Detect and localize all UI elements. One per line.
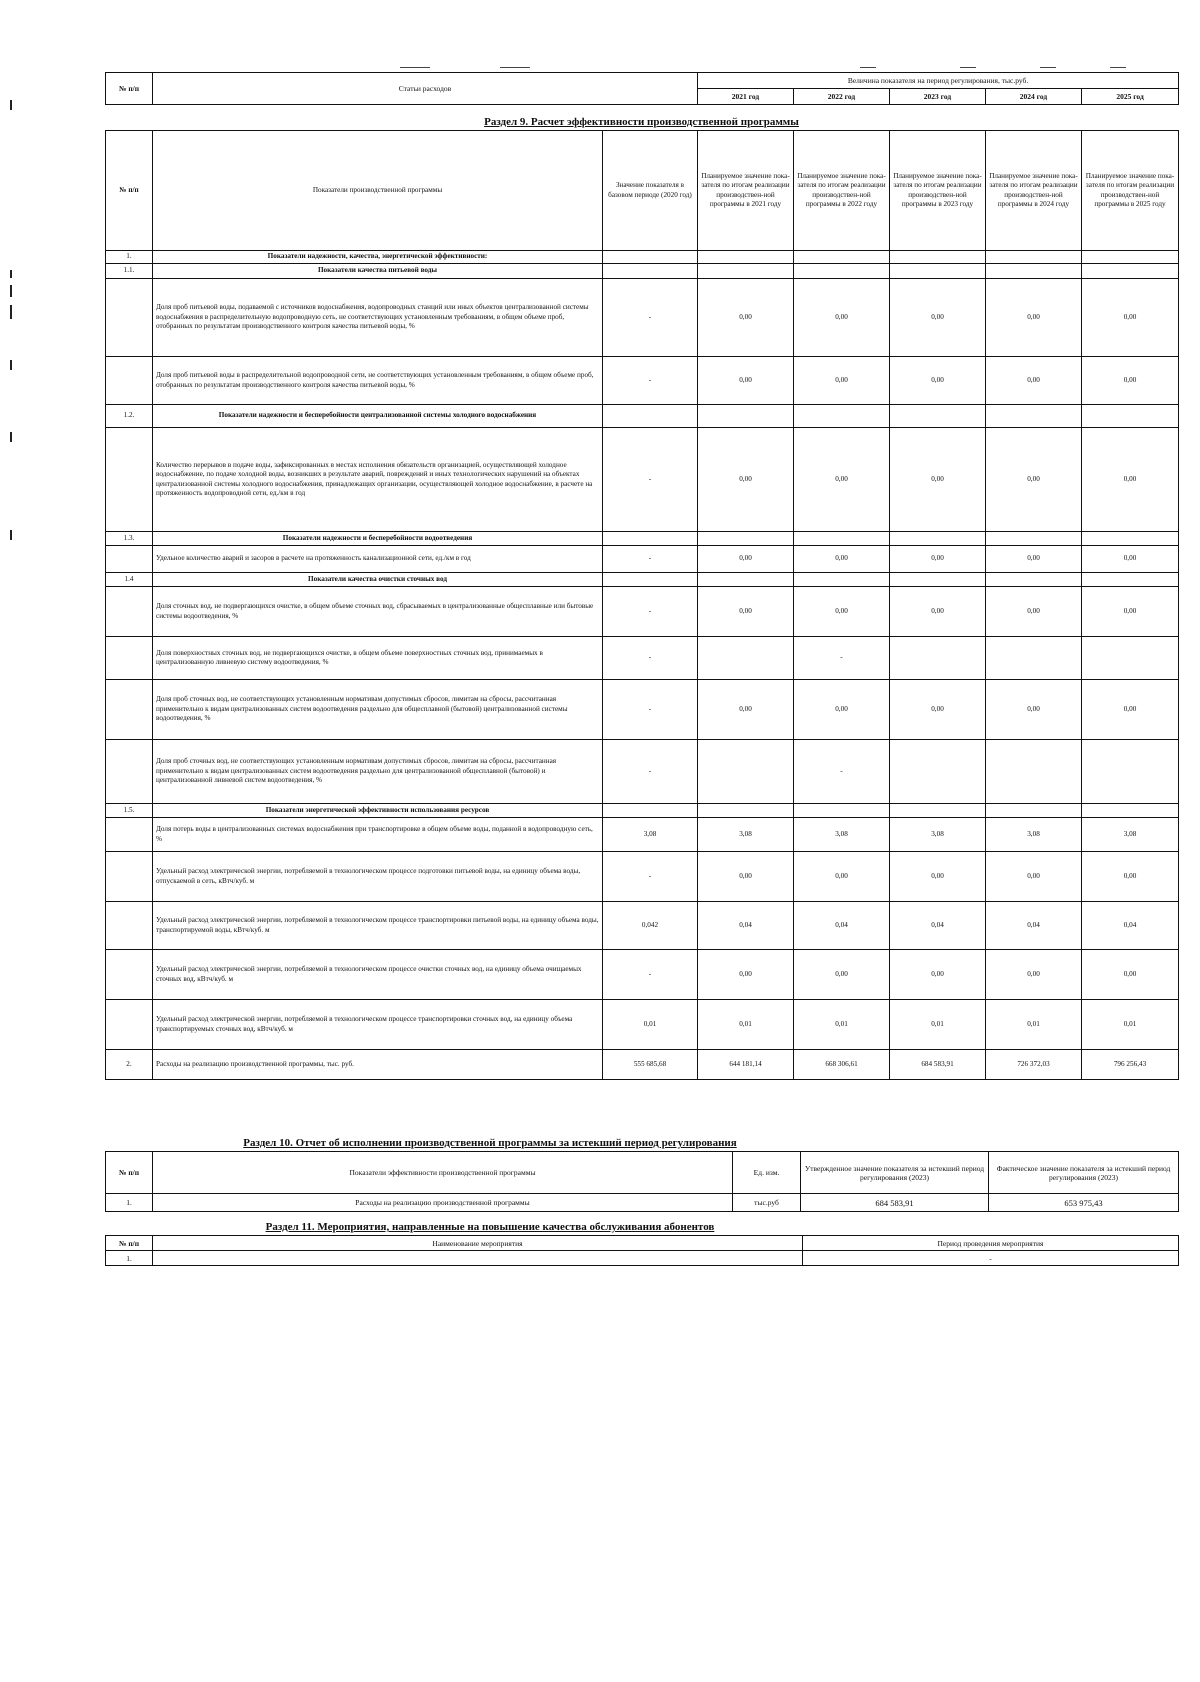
plan-value-cell: 0,00 [890, 279, 986, 357]
plan-value-cell: 684 583,91 [890, 1050, 986, 1080]
col-indicators: Показатели производственной программы [153, 131, 603, 251]
table-row [106, 818, 1179, 852]
plan-value-cell [794, 405, 890, 428]
header-items: Статьи расходов [153, 73, 698, 105]
group-label: Показатели качества питьевой воды [153, 264, 603, 279]
plan-value-cell [890, 740, 986, 804]
table-row [106, 1000, 1179, 1050]
plan-value-cell: 0,00 [890, 357, 986, 405]
plan-value-cell: 0,00 [698, 680, 794, 740]
plan-value-cell: 0,04 [1082, 902, 1179, 950]
plan-value-cell: 3,08 [794, 818, 890, 852]
plan-value-cell: 0,00 [1082, 852, 1179, 902]
row-number [106, 818, 153, 852]
section-row [106, 804, 1179, 818]
plan-value-cell [986, 573, 1082, 587]
row-number [106, 357, 153, 405]
row-number [106, 1000, 153, 1050]
plan-value-cell: 0,01 [794, 1000, 890, 1050]
plan-value-cell [986, 532, 1082, 546]
plan-value-cell: 3,08 [986, 818, 1082, 852]
base-value-cell: 0,01 [603, 1000, 698, 1050]
plan-value-cell [698, 740, 794, 804]
section9-title: Раздел 9. Расчет эффективности производственной программы [484, 116, 799, 128]
header-year: 2023 год [890, 89, 986, 105]
plan-value-cell: 0,00 [890, 950, 986, 1000]
scan-mark [1110, 67, 1126, 68]
table-row [106, 546, 1179, 573]
plan-value-cell: 0,00 [1082, 950, 1179, 1000]
indicator-label: Удельный расход электрической энергии, потребляемой в технологическом процессе подготовки питьевой воды, на единицу объема воды, отпускаемой в сеть, кВтч/куб. м [153, 852, 603, 902]
s10-row-unit: тыс.руб [733, 1194, 801, 1212]
plan-value-cell: 0,01 [698, 1000, 794, 1050]
plan-value-cell [986, 251, 1082, 264]
plan-value-cell: 644 181,14 [698, 1050, 794, 1080]
plan-value-cell [794, 532, 890, 546]
table-row [106, 428, 1179, 532]
plan-value-cell: 0,00 [698, 950, 794, 1000]
scan-mark [10, 432, 12, 442]
indicator-label: Доля проб сточных вод, не соответствующих установленным нормативам допустимых сбросов, лимитам на сбросы, рассчитанная применительно к видам централизованных систем водоотведения раздельно для общесплавной (бытовой) централизованной системы водоотведения, % [153, 680, 603, 740]
plan-value-cell [986, 804, 1082, 818]
plan-value-cell: 0,00 [986, 279, 1082, 357]
plan-value-cell [698, 405, 794, 428]
base-value-cell: 555 685,68 [603, 1050, 698, 1080]
plan-value-cell: 0,00 [698, 852, 794, 902]
base-value-cell: - [603, 852, 698, 902]
s10-col-no: № п/п [106, 1152, 153, 1194]
plan-value-cell: 0,00 [986, 680, 1082, 740]
plan-value-cell: 0,00 [794, 357, 890, 405]
plan-value-cell [890, 804, 986, 818]
plan-value-cell [698, 251, 794, 264]
header-table [105, 72, 1179, 105]
s10-col-indicators: Показатели эффективности производственной программы [153, 1152, 733, 1194]
s11-row-period: - [803, 1251, 1179, 1266]
plan-value-cell: 0,01 [890, 1000, 986, 1050]
row-number: 1.3. [106, 532, 153, 546]
plan-value-cell: 0,00 [986, 587, 1082, 637]
row-number: 1.2. [106, 405, 153, 428]
row-number [106, 428, 153, 532]
header-year: 2021 год [698, 89, 794, 105]
table-row [106, 950, 1179, 1000]
scan-mark [10, 530, 12, 540]
plan-value-cell: 0,04 [794, 902, 890, 950]
plan-value-cell: 3,08 [890, 818, 986, 852]
section11-title: Раздел 11. Мероприятия, направленные на повышение качества обслуживания абонентов [265, 1221, 715, 1233]
indicator-label: Доля проб сточных вод, не соответствующих установленным нормативам допустимых сбросов, лимитам на сбросы, рассчитанная применительно к видам централизованных систем водоотведения раздельно для централизованной общесплавной (бытовой) и централизованной ливневой систем водоотведения, % [153, 740, 603, 804]
plan-value-cell [890, 264, 986, 279]
s11-col-name: Наименование мероприятия [153, 1236, 803, 1251]
header-no: № п/п [106, 73, 153, 105]
plan-value-cell: 0,00 [1082, 357, 1179, 405]
plan-value-cell: 0,04 [698, 902, 794, 950]
group-label: Показатели качества очистки сточных вод [153, 573, 603, 587]
table-row [106, 852, 1179, 902]
col-no: № п/п [106, 131, 153, 251]
plan-value-cell: 3,08 [1082, 818, 1179, 852]
plan-value-cell: 0,00 [890, 852, 986, 902]
header-year: 2022 год [794, 89, 890, 105]
row-number [106, 279, 153, 357]
base-value-cell [603, 264, 698, 279]
table-row [106, 680, 1179, 740]
base-value-cell [603, 405, 698, 428]
indicator-label: Доля потерь воды в централизованных системах водоснабжения при транспортировке в общем объеме воды, поданной в водопроводную сеть, % [153, 818, 603, 852]
s11-row-no: 1. [106, 1251, 153, 1266]
plan-value-cell: 0,00 [986, 546, 1082, 573]
s10-col-actual: Фактическое значение показателя за истекший период регулирования (2023) [989, 1152, 1179, 1194]
plan-value-cell: 0,04 [890, 902, 986, 950]
plan-value-cell: 0,00 [1082, 587, 1179, 637]
base-value-cell: - [603, 950, 698, 1000]
table-row [106, 740, 1179, 804]
section-row [106, 264, 1179, 279]
plan-value-cell [1082, 573, 1179, 587]
base-value-cell: - [603, 740, 698, 804]
s10-col-approved: Утвержденное значение показателя за истекший период регулирования (2023) [801, 1152, 989, 1194]
plan-value-cell: 0,00 [794, 279, 890, 357]
plan-value-cell [698, 264, 794, 279]
plan-value-cell [986, 637, 1082, 680]
section9-table [105, 130, 1179, 1080]
plan-value-cell: 0,00 [794, 852, 890, 902]
scan-mark [10, 270, 12, 278]
plan-value-cell: 0,01 [986, 1000, 1082, 1050]
s10-row-approved: 684 583,91 [801, 1194, 989, 1212]
base-value-cell [603, 804, 698, 818]
header-year: 2025 год [1082, 89, 1179, 105]
base-value-cell: 0,042 [603, 902, 698, 950]
base-value-cell: - [603, 680, 698, 740]
col-base: Значение показателя в базовом периоде (2020 год) [603, 131, 698, 251]
plan-value-cell [986, 264, 1082, 279]
plan-value-cell [1082, 637, 1179, 680]
col-plan: Планируемое значение пока-зателя по итогам реализации производствен-ной программы в 2024 году [986, 131, 1082, 251]
plan-value-cell: 0,00 [1082, 680, 1179, 740]
indicator-label: Доля поверхностных сточных вод, не подвергающихся очистке, в общем объеме поверхностных сточных вод, принимаемых в централизованную ливневую систему водоотведения, % [153, 637, 603, 680]
table-row [106, 637, 1179, 680]
plan-value-cell [1082, 264, 1179, 279]
group-label: Показатели энергетической эффективности использования ресурсов [153, 804, 603, 818]
plan-value-cell: 0,04 [986, 902, 1082, 950]
base-value-cell [603, 251, 698, 264]
header-period: Величина показателя на период регулирования, тыс.руб. [698, 73, 1179, 89]
plan-value-cell: 0,00 [890, 680, 986, 740]
row-number [106, 902, 153, 950]
section10-table [105, 1151, 1179, 1212]
scan-mark [10, 305, 12, 319]
plan-value-cell [1082, 251, 1179, 264]
row-number [106, 546, 153, 573]
plan-value-cell: 0,00 [698, 428, 794, 532]
scan-mark [10, 100, 12, 110]
base-value-cell: - [603, 587, 698, 637]
header-year: 2024 год [986, 89, 1082, 105]
base-value-cell: - [603, 279, 698, 357]
row-number [106, 637, 153, 680]
plan-value-cell [1082, 532, 1179, 546]
s11-col-period: Период проведения мероприятия [803, 1236, 1179, 1251]
row-number [106, 740, 153, 804]
plan-value-cell [794, 573, 890, 587]
plan-value-cell [698, 637, 794, 680]
s11-col-no: № п/п [106, 1236, 153, 1251]
plan-value-cell: 796 256,43 [1082, 1050, 1179, 1080]
plan-value-cell: 0,00 [794, 950, 890, 1000]
s10-col-unit: Ед. изм. [733, 1152, 801, 1194]
plan-value-cell [1082, 740, 1179, 804]
plan-value-cell: 0,00 [794, 428, 890, 532]
section10-title: Раздел 10. Отчет об исполнении производственной программы за истекший период регулирования [243, 1137, 737, 1149]
indicator-label: Удельный расход электрической энергии, потребляемой в технологическом процессе очистки сточных вод, на единицу объема очищаемых сточных вод, кВтч/куб. м [153, 950, 603, 1000]
base-value-cell: 3,08 [603, 818, 698, 852]
plan-value-cell: - [794, 740, 890, 804]
plan-value-cell: 0,00 [698, 546, 794, 573]
base-value-cell: - [603, 546, 698, 573]
plan-value-cell: 0,00 [986, 428, 1082, 532]
plan-value-cell: 0,00 [1082, 279, 1179, 357]
base-value-cell: - [603, 357, 698, 405]
row-number [106, 680, 153, 740]
plan-value-cell: 0,00 [698, 279, 794, 357]
plan-value-cell [890, 532, 986, 546]
row-number: 1.5. [106, 804, 153, 818]
plan-value-cell: 668 306,61 [794, 1050, 890, 1080]
plan-value-cell [986, 405, 1082, 428]
col-plan: Планируемое значение пока-зателя по итогам реализации производствен-ной программы в 2023 году [890, 131, 986, 251]
plan-value-cell [1082, 804, 1179, 818]
section11-table [105, 1235, 1179, 1266]
scan-mark [400, 67, 430, 68]
group-label: Показатели надежности и бесперебойности централизованной системы холодного водоснабжения [153, 405, 603, 428]
col-plan: Планируемое значение пока-зателя по итогам реализации производствен-ной программы в 2021 году [698, 131, 794, 251]
section-row [106, 573, 1179, 587]
plan-value-cell: 0,00 [986, 852, 1082, 902]
base-value-cell [603, 532, 698, 546]
table-row [106, 357, 1179, 405]
section-row [106, 251, 1179, 264]
table-row [106, 587, 1179, 637]
plan-value-cell: 0,00 [794, 680, 890, 740]
section-row [106, 405, 1179, 428]
plan-value-cell [890, 637, 986, 680]
plan-value-cell: 0,00 [1082, 546, 1179, 573]
plan-value-cell: 0,00 [1082, 428, 1179, 532]
plan-value-cell: 0,00 [890, 428, 986, 532]
plan-value-cell [890, 251, 986, 264]
group-label: Показатели надежности и бесперебойности водоотведения [153, 532, 603, 546]
plan-value-cell [698, 573, 794, 587]
row-number [106, 852, 153, 902]
plan-value-cell [986, 740, 1082, 804]
indicator-label: Удельное количество аварий и засоров в расчете на протяженность канализационной сети, ед./км в год [153, 546, 603, 573]
plan-value-cell: 0,00 [986, 950, 1082, 1000]
indicator-label: Доля сточных вод, не подвергающихся очистке, в общем объеме сточных вод, сбрасываемых в централизованные общесплавные или бытовые системы водоотведения, % [153, 587, 603, 637]
section-row [106, 532, 1179, 546]
plan-value-cell: 0,00 [794, 587, 890, 637]
col-plan: Планируемое значение пока-зателя по итогам реализации производствен-ной программы в 2025 году [1082, 131, 1179, 251]
row-number [106, 587, 153, 637]
row-number: 1. [106, 251, 153, 264]
scan-mark [860, 67, 876, 68]
scan-mark [1040, 67, 1056, 68]
plan-value-cell: 0,01 [1082, 1000, 1179, 1050]
indicator-label: Количество перерывов в подаче воды, зафиксированных в местах исполнения обязательств организацией, осуществляющей холодное водоснабжение, по подаче холодной воды, возникших в результате аварий, повреждений и иных технологических нарушений на объектах централизованной системы холодного водоснабжения, принадлежащих организации, осуществляющей холодное водоснабжение, в расчете на протяженность водопроводной сети, ед./км в год [153, 428, 603, 532]
col-plan: Планируемое значение пока-зателя по итогам реализации производствен-ной программы в 2022 году [794, 131, 890, 251]
table-row [106, 279, 1179, 357]
row-number [106, 950, 153, 1000]
plan-value-cell [698, 532, 794, 546]
plan-value-cell: 0,00 [794, 546, 890, 573]
plan-value-cell: 726 372,03 [986, 1050, 1082, 1080]
base-value-cell: - [603, 428, 698, 532]
indicator-label: Доля проб питьевой воды, подаваемой с источников водоснабжения, водопроводных станций или иных объектов централизованной системы водоснабжения в распределительную водопроводную сеть, не соответствующих установленным требованиям, в общем объеме проб, отобранных по результатам производственного контроля качества питьевой воды, % [153, 279, 603, 357]
plan-value-cell: 0,00 [890, 546, 986, 573]
plan-value-cell: 0,00 [986, 357, 1082, 405]
base-value-cell [603, 573, 698, 587]
scan-mark [10, 360, 12, 370]
row-number: 2. [106, 1050, 153, 1080]
plan-value-cell: 3,08 [698, 818, 794, 852]
s10-row-no: 1. [106, 1194, 153, 1212]
s11-row-name [153, 1251, 803, 1266]
plan-value-cell [698, 804, 794, 818]
s10-row-actual: 653 975,43 [989, 1194, 1179, 1212]
row-number: 1.1. [106, 264, 153, 279]
indicator-label: Удельный расход электрической энергии, потребляемой в технологическом процессе транспортировки сточных вод, на единицу объема транспортируемых сточных вод, кВтч/куб. м [153, 1000, 603, 1050]
indicator-label: Расходы на реализацию производственной программы, тыс. руб. [153, 1050, 603, 1080]
base-value-cell: - [603, 637, 698, 680]
table-row [106, 1050, 1179, 1080]
plan-value-cell: 0,00 [698, 357, 794, 405]
plan-value-cell [794, 251, 890, 264]
plan-value-cell [794, 264, 890, 279]
table-row [106, 902, 1179, 950]
plan-value-cell [1082, 405, 1179, 428]
plan-value-cell [794, 804, 890, 818]
row-number: 1.4 [106, 573, 153, 587]
plan-value-cell [890, 405, 986, 428]
scan-mark [960, 67, 976, 68]
scan-mark [500, 67, 530, 68]
group-label: Показатели надежности, качества, энергетической эффективности: [153, 251, 603, 264]
scan-mark [10, 285, 12, 297]
indicator-label: Доля проб питьевой воды в распределительной водопроводной сети, не соответствующих установленным требованиям, в общем объеме проб, отобранных по результатам производственного контроля качества питьевой воды, % [153, 357, 603, 405]
indicator-label: Удельный расход электрической энергии, потребляемой в технологическом процессе транспортировки питьевой воды, на единицу объема воды, транспортируемой воды, кВтч/куб. м [153, 902, 603, 950]
plan-value-cell [890, 573, 986, 587]
s10-row-text: Расходы на реализацию производственной программы [153, 1194, 733, 1212]
plan-value-cell: 0,00 [890, 587, 986, 637]
plan-value-cell: 0,00 [698, 587, 794, 637]
plan-value-cell: - [794, 637, 890, 680]
